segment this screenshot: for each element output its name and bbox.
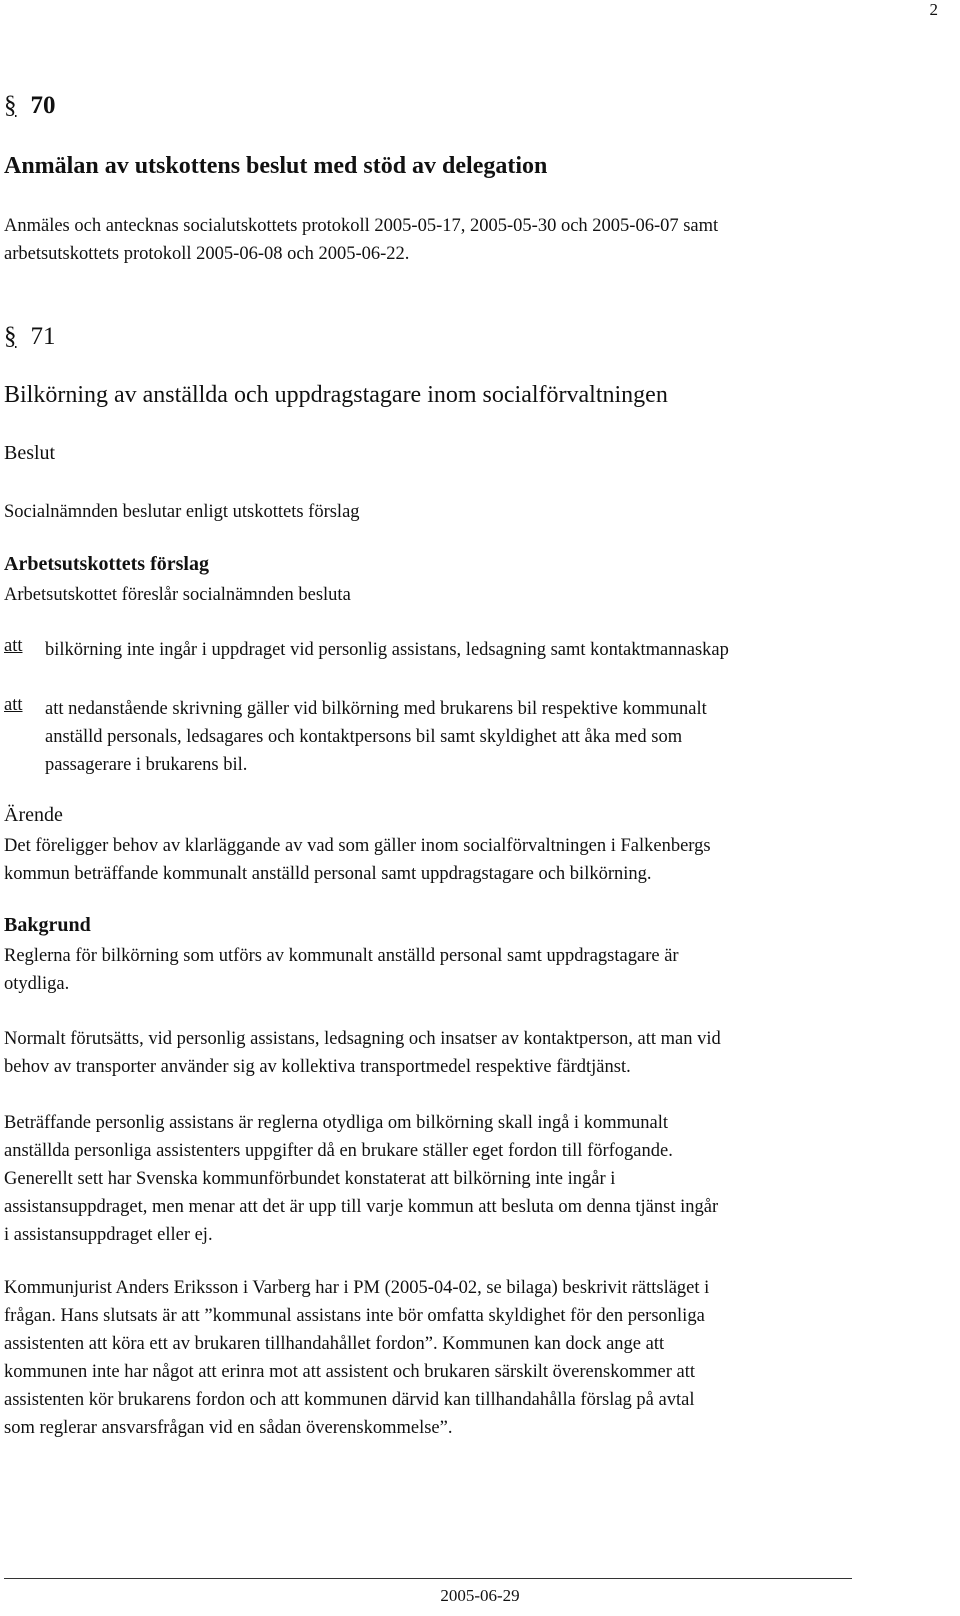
- text-line: assistansuppdraget, men menar att det är upp till varje kommun att besluta om denna tjänst ingår: [4, 1197, 719, 1217]
- section-70-text: [4, 212, 954, 268]
- att-label: att: [4, 695, 23, 715]
- text-line: assistenten kör brukarens fordon och att kommunen därvid kan tillhandahålla förslag på avtal: [4, 1390, 695, 1410]
- section-70-heading: [4, 92, 56, 120]
- text-line: arbetsutskottets protokoll 2005-06-08 och 2005-06-22.: [4, 244, 410, 264]
- text-line: kommunen inte har något att erinra mot att assistent och brukaren särskilt överenskommer att: [4, 1362, 695, 1382]
- section-70-title: Anmälan av utskottens beslut med stöd av delegation: [4, 153, 548, 179]
- text-line: Normalt förutsätts, vid personlig assistans, ledsagning och insatser av kontaktperson, att man vid: [4, 1029, 721, 1049]
- text-line: anställda personliga assistenters uppgifter då en brukare ställer eget fordon till förfogande.: [4, 1141, 673, 1161]
- text-line: Kommunjurist Anders Eriksson i Varberg har i PM (2005-04-02, se bilaga) beskrivit rättsläget i: [4, 1278, 710, 1298]
- arende-heading: Ärende: [4, 804, 63, 826]
- section-symbol: §: [4, 92, 17, 119]
- text-line: assistenten att köra ett av brukaren tillhandahållet fordon”. Kommunen kan dock ange att: [4, 1334, 665, 1354]
- text-line: att nedanstående skrivning gäller vid bilkörning med brukarens bil respektive kommunalt: [45, 699, 707, 719]
- arende-text: [4, 832, 954, 888]
- bakgrund-paragraph-2: [4, 1025, 954, 1081]
- section-symbol: §: [4, 323, 17, 350]
- text-line: som reglerar ansvarsfrågan vid en sådan överenskommelse”.: [4, 1418, 453, 1438]
- att-item-text: [45, 636, 945, 664]
- beslut-heading: Beslut: [4, 442, 56, 464]
- section-number: 70: [30, 92, 56, 119]
- text-line: bilkörning inte ingår i uppdraget vid personlig assistans, ledsagning samt kontaktmannaskap: [45, 640, 729, 660]
- bakgrund-paragraph-4: [4, 1274, 954, 1442]
- bakgrund-heading: Bakgrund: [4, 914, 91, 936]
- text-line: Beträffande personlig assistans är reglerna otydliga om bilkörning skall ingå i kommunalt: [4, 1113, 668, 1133]
- text-line: i assistansuppdraget eller ej.: [4, 1225, 213, 1245]
- text-line: otydliga.: [4, 974, 70, 994]
- text-line: Det föreligger behov av klarläggande av vad som gäller inom socialförvaltningen i Falkenbergs: [4, 836, 711, 856]
- beslut-text: Socialnämnden beslutar enligt utskottets förslag: [4, 502, 360, 522]
- text-line: Anmäles och antecknas socialutskottets protokoll 2005-05-17, 2005-05-30 och 2005-06-07 samt: [4, 216, 719, 236]
- footer-date: 2005-06-29: [440, 1586, 520, 1605]
- text-line: behov av transporter använder sig av kollektiva transportmedel respektive färdtjänst.: [4, 1057, 631, 1077]
- au-heading: Arbetsutskottets förslag: [4, 553, 209, 575]
- bakgrund-paragraph-3: [4, 1109, 954, 1249]
- footer-divider: [4, 1578, 852, 1579]
- att-label: att: [4, 636, 23, 656]
- au-text: Arbetsutskottet föreslår socialnämnden besluta: [4, 585, 351, 605]
- text-line: Reglerna för bilkörning som utförs av kommunalt anställd personal samt uppdragstagare är: [4, 946, 679, 966]
- section-number: 71: [30, 323, 56, 350]
- page-number: 2: [929, 0, 938, 19]
- bakgrund-paragraph-1: [4, 942, 954, 998]
- text-line: passagerare i brukarens bil.: [45, 755, 248, 775]
- section-71-title: Bilkörning av anställda och uppdragstagare inom socialförvaltningen: [4, 382, 668, 408]
- section-71-heading: [4, 323, 56, 351]
- text-line: Generellt sett har Svenska kommunförbundet konstaterat att bilkörning inte ingår i: [4, 1169, 616, 1189]
- text-line: anställd personals, ledsagares och kontaktpersons bil samt skyldighet att åka med som: [45, 727, 683, 747]
- text-line: kommun beträffande kommunalt anställd personal samt uppdragstagare och bilkörning.: [4, 864, 652, 884]
- text-line: frågan. Hans slutsats är att ”kommunal assistans inte bör omfatta skyldighet för den personliga: [4, 1306, 705, 1326]
- att-item-text: [45, 695, 945, 779]
